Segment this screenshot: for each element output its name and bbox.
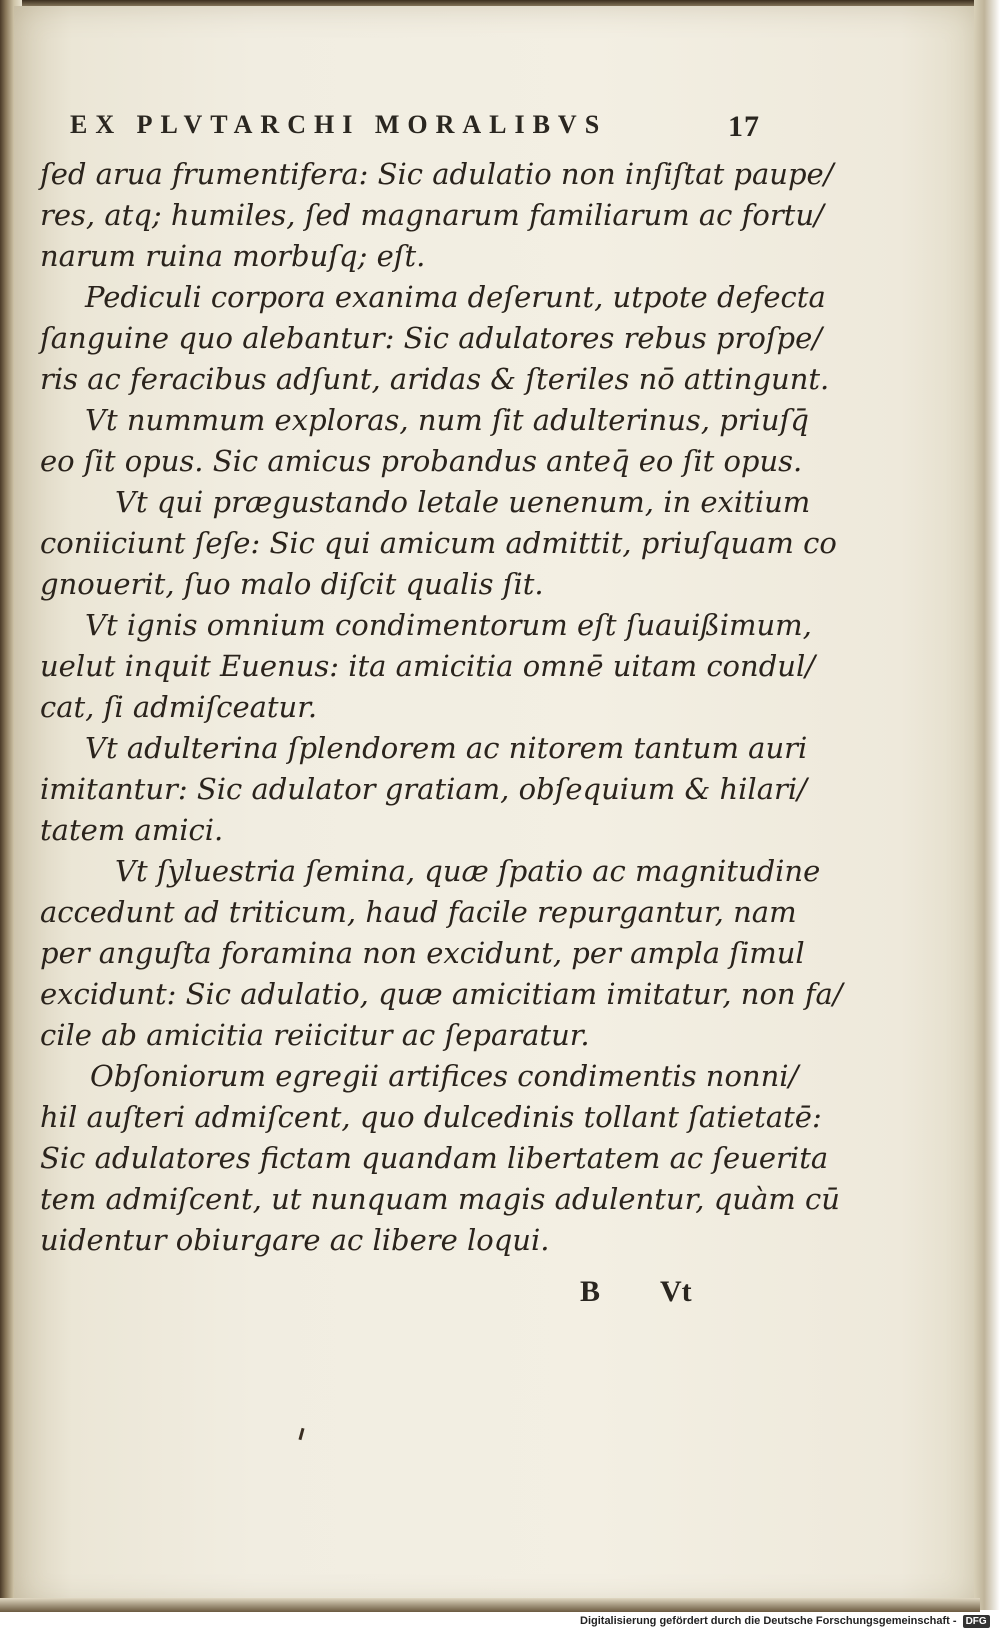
- running-title: EX PLVTARCHI MORALIBVS: [70, 110, 608, 139]
- text-line: accedunt ad triticum, haud facile repurgantur, nam: [40, 895, 797, 929]
- page-number: 17: [728, 110, 760, 143]
- text-line: narum ruina morbuſq; eſt.: [40, 239, 426, 273]
- text-line: ſanguine quo alebantur: Sic adulatores rebus proſpe/: [40, 321, 823, 355]
- text-line: uelut inquit Euenus: ita amicitia omnē uitam condul/: [40, 649, 815, 683]
- text-line: Sic adulatores fictam quandam libertatem ac ſeuerita: [40, 1141, 829, 1175]
- text-line: eo ſit opus. Sic amicus probandus anteq̄ eo ſit opus.: [40, 444, 803, 478]
- text-line: ris ac feracibus adſunt, aridas & ſteriles nō attingunt.: [40, 362, 830, 396]
- signature-mark: B: [580, 1275, 601, 1308]
- text-line: per anguſta foramina non excidunt, per ampla ſimul: [40, 936, 805, 970]
- text-line: res, atq; humiles, ſed magnarum familiarum ac fortu/: [40, 198, 824, 232]
- text-line: tatem amici.: [40, 813, 224, 847]
- page-header: [40, 110, 760, 150]
- text-line: excidunt: Sic adulatio, quæ amicitiam imitatur, non fa/: [40, 977, 843, 1011]
- text-line: Obſoniorum egregii artifices condimentis nonni/: [90, 1059, 799, 1093]
- text-line: ſed arua frumentifera: Sic adulatio non inſiſtat paupe/: [40, 157, 834, 191]
- body-text: [40, 154, 843, 1261]
- text-line: Pediculi corpora exanima deſerunt, utpote defecta: [85, 280, 826, 314]
- text-line: Vt ſyluestria ſemina, quæ ſpatio ac magnitudine: [115, 854, 821, 888]
- text-line: imitantur: Sic adulator gratiam, obſequium & hilari/: [40, 772, 807, 806]
- dfg-logo-icon: DFG: [963, 1615, 990, 1628]
- text-line: Vt ignis omnium condimentorum eſt ſuauißimum,: [85, 608, 812, 642]
- text-line: gnouerit, ſuo malo diſcit qualis ſit.: [40, 567, 544, 601]
- text-line: hil auſteri admiſcent, quo dulcedinis tollant ſatietatē:: [40, 1100, 822, 1134]
- text-line: Vt qui prægustando letale uenenum, in exitium: [115, 485, 811, 519]
- text-line: tem admiſcent, ut nunquam magis adulentur, quàm cū: [40, 1182, 840, 1216]
- text-line: cile ab amicitia reiicitur ac ſeparatur.: [40, 1018, 590, 1052]
- digitization-credit: [580, 1612, 1000, 1630]
- text-line: Vt adulterina ſplendorem ac nitorem tantum auri: [85, 731, 808, 765]
- catchwords: [40, 1275, 730, 1325]
- text-line: coniiciunt ſeſe: Sic qui amicum admittit, priuſquam co: [40, 526, 837, 560]
- catchword: Vt: [660, 1275, 692, 1308]
- page-right-edge: [974, 0, 1000, 1610]
- text-line: Vt nummum exploras, num ſit adulterinus, priuſq̄: [85, 403, 809, 437]
- credit-text: Digitalisierung gefördert durch die Deutsche Forschungsgemeinschaft -: [580, 1615, 957, 1627]
- text-block: [40, 110, 843, 1325]
- text-line: uidentur obiurgare ac libere loqui.: [40, 1223, 550, 1257]
- page-bottom-edge: [0, 1598, 980, 1612]
- text-line: cat, ſi admiſceatur.: [40, 690, 318, 724]
